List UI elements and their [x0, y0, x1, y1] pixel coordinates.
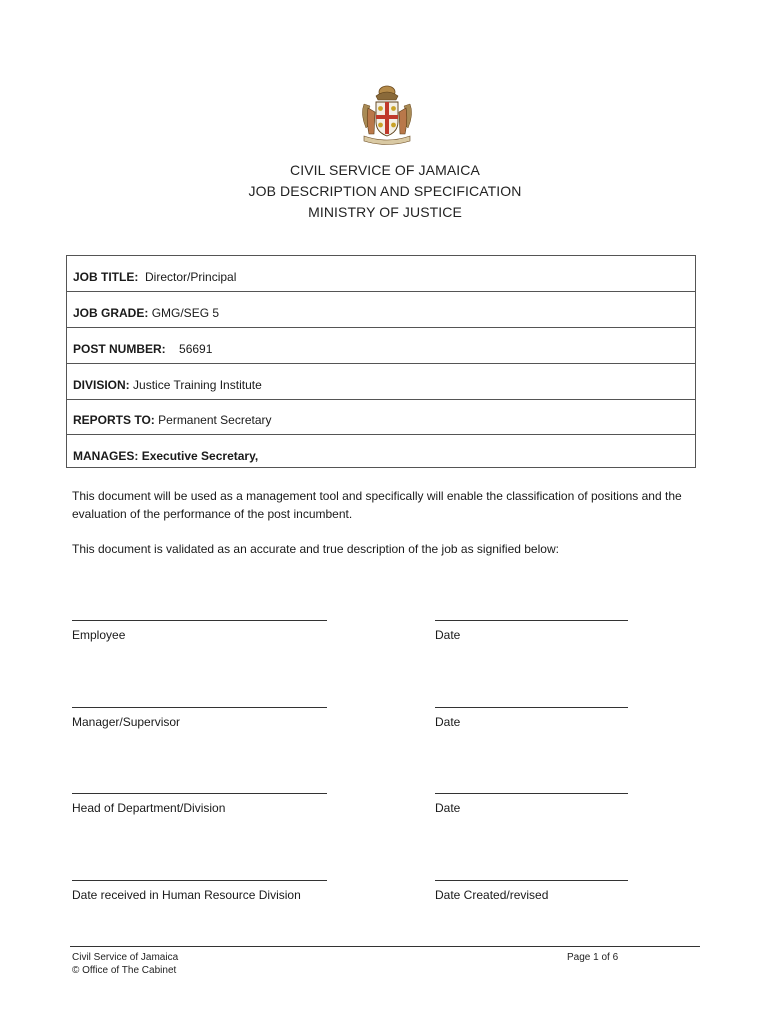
heading-line-1: CIVIL SERVICE OF JAMAICA [290, 162, 480, 178]
division-value: Justice Training Institute [133, 378, 262, 392]
signature-head-date [435, 793, 628, 815]
footer-divider [70, 946, 700, 947]
division-label: DIVISION: [73, 378, 130, 392]
signature-line [435, 620, 628, 621]
reports-to-row [67, 399, 695, 435]
document-heading [0, 160, 770, 223]
signature-line [72, 620, 327, 621]
coat-of-arms-icon [358, 84, 416, 146]
division-row [67, 364, 695, 400]
footer-office: © Office of The Cabinet [72, 965, 177, 976]
job-grade-value: GMG/SEG 5 [151, 306, 220, 320]
reports-to-value: Permanent Secretary [158, 413, 272, 427]
signature-date-created [435, 880, 628, 902]
job-info-table [66, 255, 696, 468]
footer-org: Civil Service of Jamaica [72, 952, 179, 963]
heading-line-3: MINISTRY OF JUSTICE [308, 204, 462, 220]
signature-label: Manager/Supervisor [72, 715, 181, 729]
signature-label: Date received in Human Resource Division [72, 888, 301, 902]
job-grade-label: JOB GRADE: [73, 306, 149, 320]
job-grade-row [67, 292, 695, 328]
signature-line [435, 793, 628, 794]
purpose-paragraph: This document will be used as a management tool and specifically will enable the classification of positions and the evaluation of the performance of the post incumbent. [72, 489, 682, 521]
manages-label: MANAGES: [73, 449, 139, 463]
heading-line-2: JOB DESCRIPTION AND SPECIFICATION [248, 183, 522, 199]
signature-label: Date [435, 628, 461, 642]
job-title-label: JOB TITLE: [73, 270, 139, 284]
reports-to-label: REPORTS TO: [73, 413, 155, 427]
signature-line [435, 707, 628, 708]
signature-line [72, 793, 327, 794]
signature-employee-date [435, 620, 628, 642]
signature-label: Date [435, 801, 461, 815]
post-number-label: POST NUMBER: [73, 342, 166, 356]
post-number-row [67, 328, 695, 364]
signature-employee [72, 620, 327, 642]
footer-left [72, 951, 178, 977]
signature-label: Date Created/revised [435, 888, 549, 902]
signature-line [72, 880, 327, 881]
signature-line [435, 880, 628, 881]
job-title-row [67, 256, 695, 292]
signature-hr-received [72, 880, 327, 902]
signature-head-of-department [72, 793, 327, 815]
job-title-value: Director/Principal [145, 270, 237, 284]
manages-value: Executive Secretary, [141, 449, 259, 463]
signature-manager [72, 707, 327, 729]
page-number: Page 1 of 6 [567, 952, 619, 963]
signature-label: Date [435, 715, 461, 729]
signature-label: Head of Department/Division [72, 801, 226, 815]
signature-manager-date [435, 707, 628, 729]
validation-paragraph: This document is validated as an accurate and true description of the job as signified below: [72, 542, 559, 556]
signature-line [72, 707, 327, 708]
post-number-value: 56691 [179, 342, 213, 356]
signature-label: Employee [72, 628, 126, 642]
manages-row [67, 434, 695, 468]
